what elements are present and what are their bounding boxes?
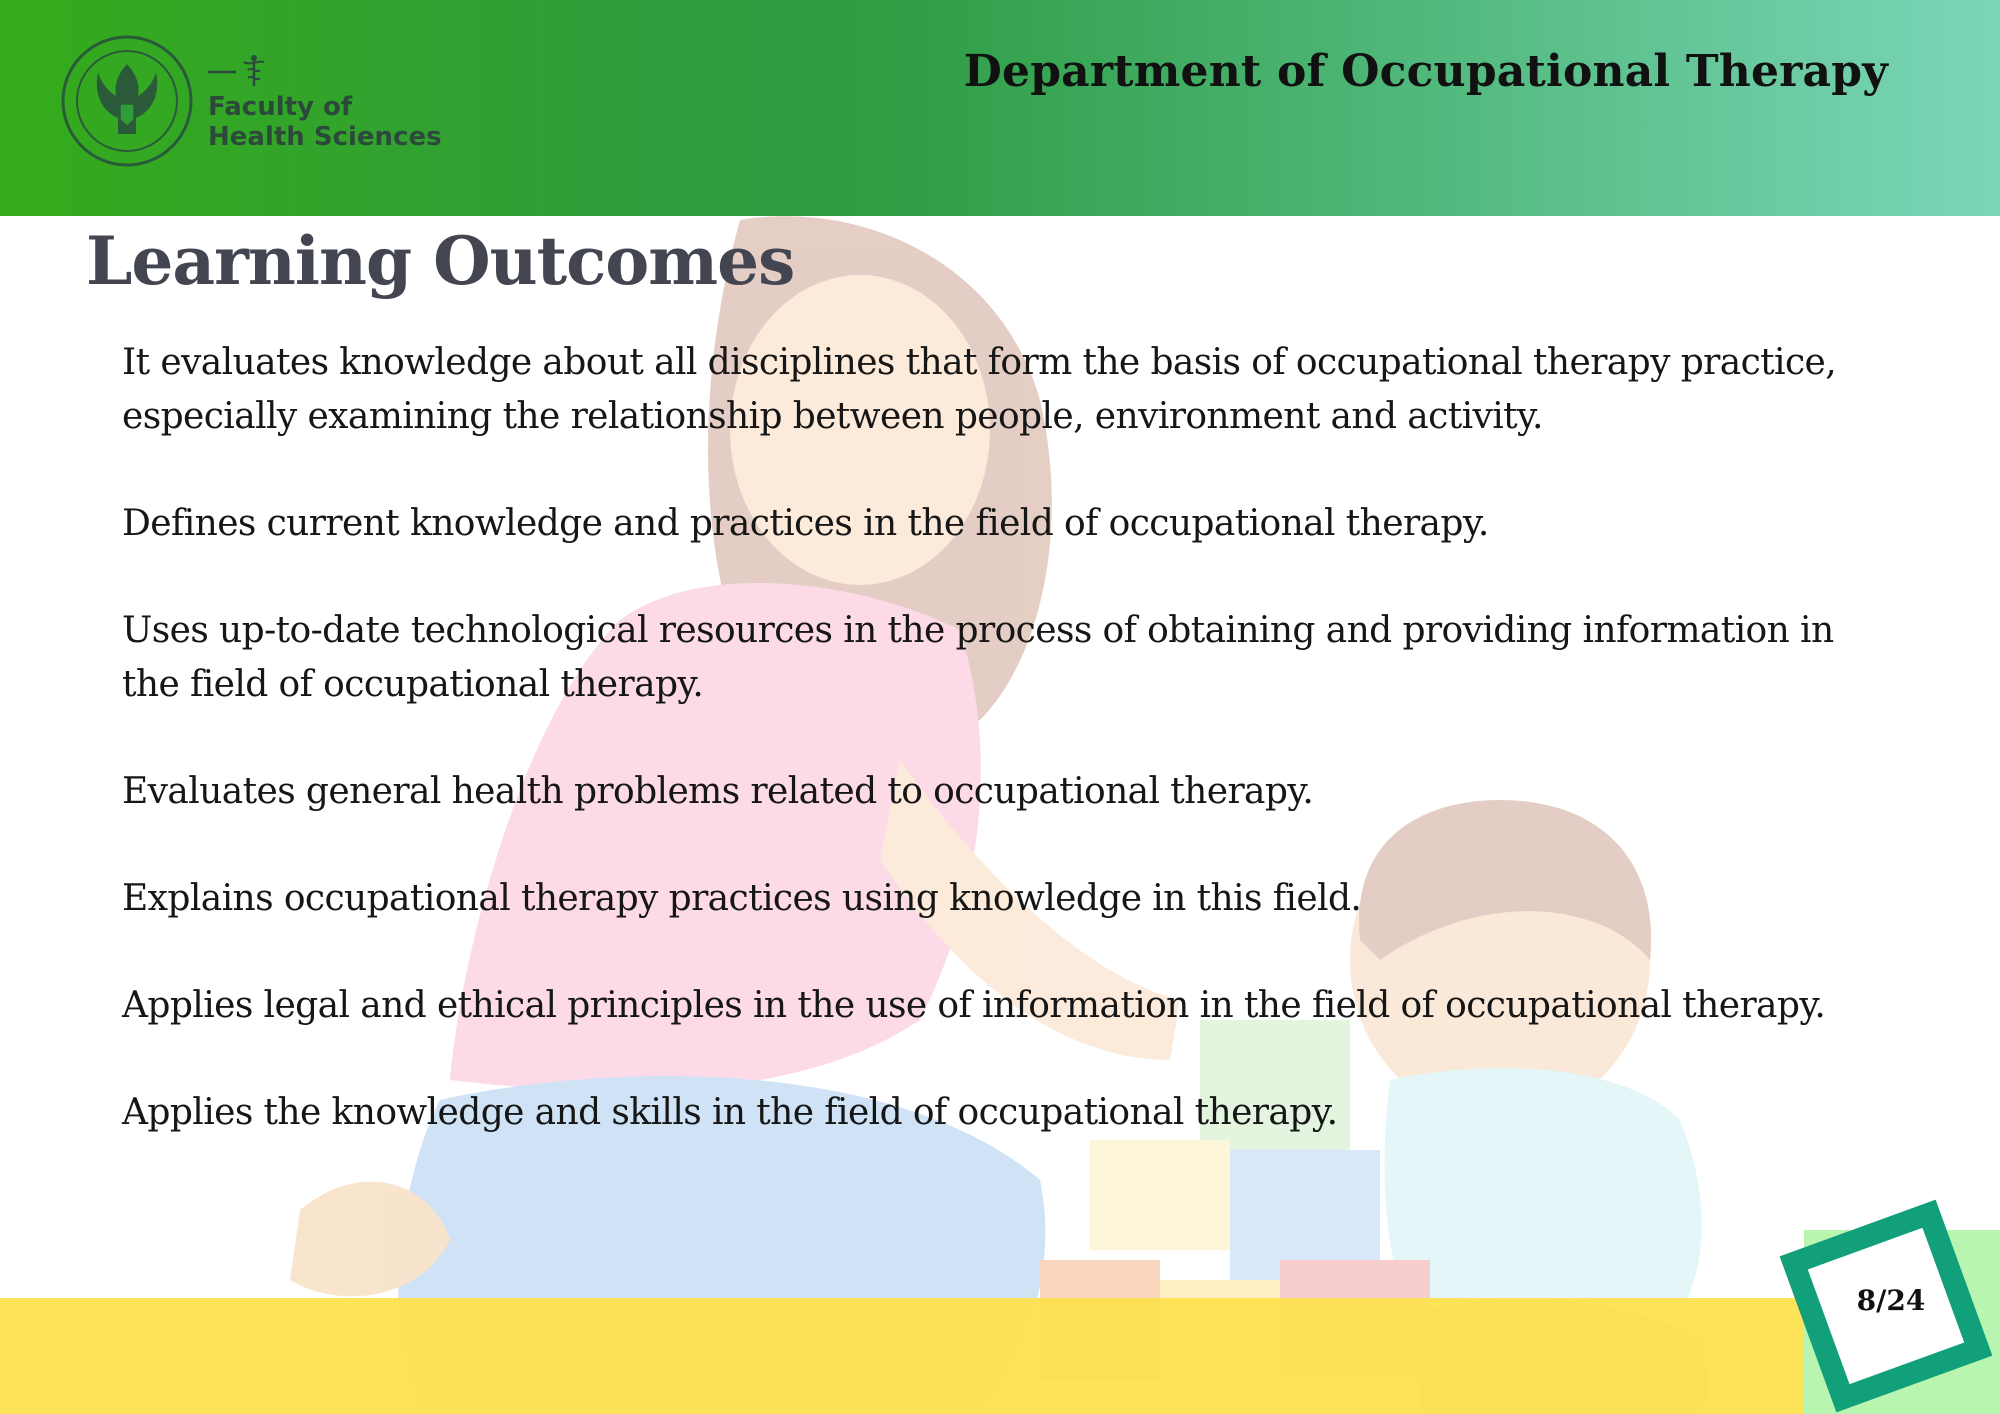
- university-logo-icon: [60, 34, 194, 168]
- page-title: Learning Outcomes: [86, 222, 795, 300]
- faculty-label-line1: Faculty of: [208, 92, 353, 122]
- outcome-item: Evaluates general health problems related to occupational therapy.: [122, 771, 1314, 812]
- footer-band: [0, 1298, 2000, 1414]
- caduceus-icon: [206, 52, 278, 88]
- outcomes-list: [122, 336, 1882, 1193]
- outcome-item: Applies the knowledge and skills in the field of occupational therapy.: [122, 1092, 1338, 1133]
- department-title: Department of Occupational Therapy: [963, 46, 1888, 97]
- outcome-item: Defines current knowledge and practices in the field of occupational therapy.: [122, 503, 1489, 544]
- faculty-label-line2: Health Sciences: [208, 122, 442, 152]
- page-number: 8/24: [1856, 1284, 1926, 1317]
- outcome-item: Applies legal and ethical principles in the use of information in the field of occupational therapy.: [122, 985, 1826, 1026]
- outcome-item: It evaluates knowledge about all disciplines that form the basis of occupational therapy practice, especially examining the relationship between people, environment and activity.: [122, 342, 1837, 437]
- outcome-item: Uses up-to-date technological resources in the process of obtaining and providing information in the field of occupational therapy.: [122, 610, 1834, 705]
- outcome-item: Explains occupational therapy practices using knowledge in this field.: [122, 878, 1362, 919]
